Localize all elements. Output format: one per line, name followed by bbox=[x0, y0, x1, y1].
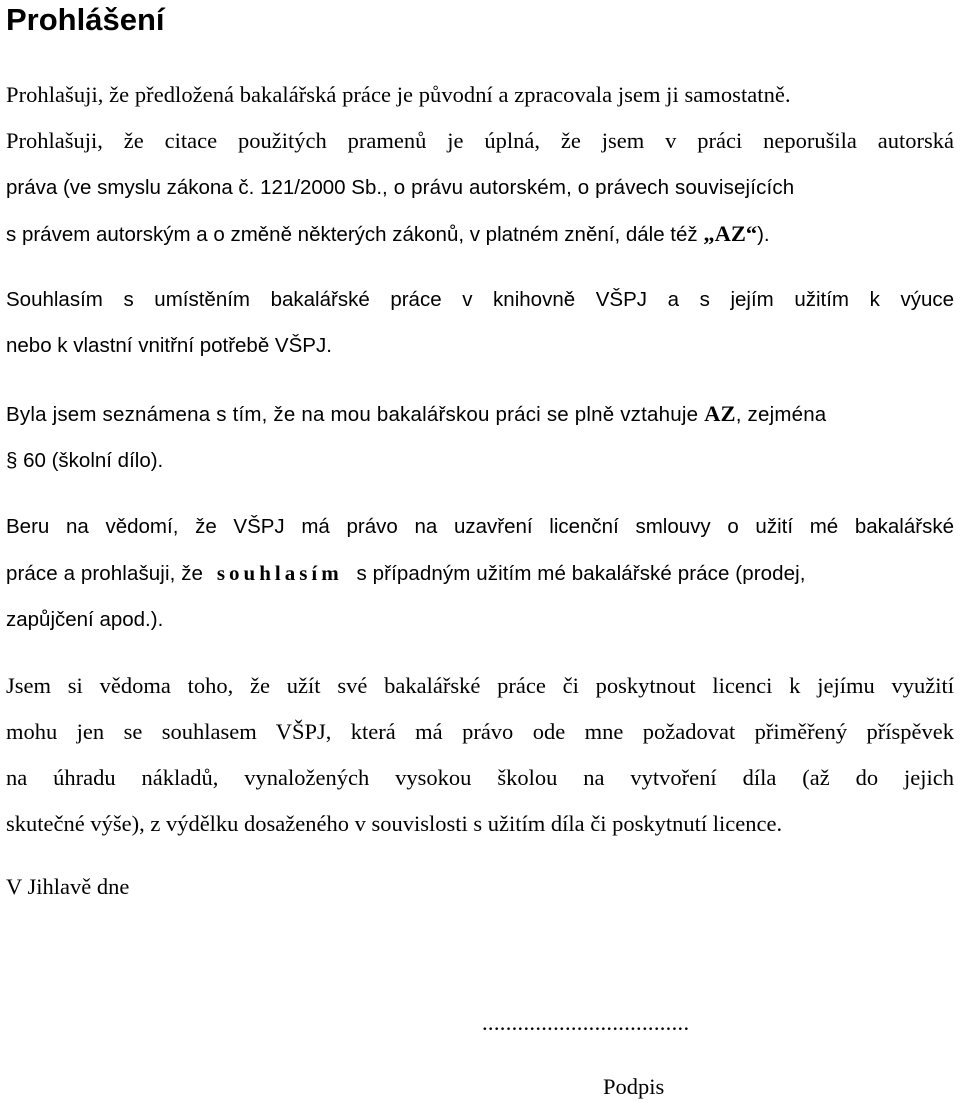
place-date-label: V Jihlavě dne bbox=[6, 874, 130, 899]
paragraph-copyright bbox=[6, 391, 954, 484]
paragraph-line: Jsem si vědoma toho, že užít své bakalářské práce či poskytnout licenci k jejímu využití bbox=[6, 673, 954, 698]
signature-line: ................................... bbox=[482, 1010, 690, 1035]
paragraph-consent-library bbox=[6, 277, 954, 369]
paragraph-line: zapůjčení apod.). bbox=[6, 608, 164, 631]
paragraph-line: Byla jsem seznámena s tím, že na mou bakalářskou práci se plně vztahuje AZ, zejména bbox=[6, 401, 827, 426]
paragraph-line: Souhlasím s umístěním bakalářské práce v knihovně VŠPJ a s jejím užitím k výuce bbox=[6, 288, 954, 311]
paragraph-line: Beru na vědomí, že VŠPJ má právo na uzavření licenční smlouvy o užití mé bakalářské bbox=[6, 515, 954, 538]
paragraph-line: § 60 (školní dílo). bbox=[6, 449, 164, 472]
paragraph-line: Prohlašuji, že předložená bakalářská práce je původní a zpracovala jsem ji samostatně. bbox=[6, 82, 791, 107]
paragraph-line: práva (ve smyslu zákona č. 121/2000 Sb., o právu autorském, o právech souvisejících bbox=[6, 176, 795, 199]
paragraph-line: na úhradu nákladů, vynaložených vysokou školou na vytvoření díla (až do jejich bbox=[6, 765, 954, 790]
paragraph-awareness bbox=[6, 663, 954, 847]
paragraph-line: Prohlašuji, že citace použitých pramenů je úplná, že jsem v práci neporušila autorská bbox=[6, 128, 954, 153]
paragraph-declaration bbox=[6, 72, 954, 258]
page-title: Prohlášení bbox=[6, 2, 165, 37]
paragraph-license bbox=[6, 504, 954, 643]
paragraph-line: nebo k vlastní vnitřní potřebě VŠPJ. bbox=[6, 334, 332, 357]
paragraph-line: skutečné výše), z výdělku dosaženého v souvislosti s užitím díla či poskytnutí licence. bbox=[6, 811, 783, 836]
az-abbreviation: AZ bbox=[704, 401, 736, 426]
signature-label: Podpis bbox=[603, 1074, 665, 1099]
paragraph-line: s právem autorským a o změně některých zákonů, v platném znění, dále též „AZ“). bbox=[6, 221, 770, 246]
consent-word: souhlasím bbox=[216, 561, 343, 585]
paragraph-line: práce a prohlašuji, že souhlasím s případným užitím mé bakalářské práce (prodej, bbox=[6, 561, 806, 585]
az-abbreviation: „AZ“ bbox=[703, 221, 758, 246]
paragraph-line: mohu jen se souhlasem VŠPJ, která má právo ode mne požadovat přiměřený příspěvek bbox=[6, 719, 954, 744]
